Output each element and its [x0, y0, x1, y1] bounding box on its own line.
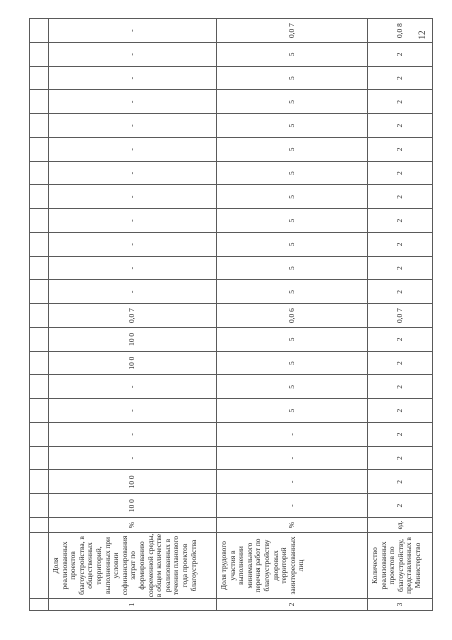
value-cell — [30, 375, 49, 399]
value-cell: - — [49, 161, 217, 185]
value-cell: 2 — [368, 66, 433, 90]
value-cell: 2 — [368, 90, 433, 114]
value-cell: 5 — [217, 185, 368, 209]
value-cell: - — [49, 19, 217, 43]
indicator-name-cell — [30, 533, 49, 599]
value-cell: - — [49, 399, 217, 423]
value-cell: 5 — [217, 328, 368, 352]
value-cell: 2 — [368, 114, 433, 138]
value-cell — [30, 256, 49, 280]
value-cell: - — [49, 209, 217, 233]
value-cell: - — [49, 375, 217, 399]
value-cell: - — [217, 423, 368, 447]
table-row — [217, 19, 368, 611]
value-cell: 2 — [368, 185, 433, 209]
value-cell: 2 — [368, 470, 433, 494]
value-cell: 5 — [217, 114, 368, 138]
indicator-name-cell: Доля трудового участия в выполнении минимального перечня работ по благоустройству дворовых территорий заинтересованных лиц — [217, 533, 368, 599]
value-cell: - — [49, 66, 217, 90]
value-cell: 2 — [368, 351, 433, 375]
value-cell — [30, 423, 49, 447]
value-cell: 5 — [217, 209, 368, 233]
indicator-name-cell: Количество реализованных проектов по благоустройству, представленных в Министерство — [368, 533, 433, 599]
value-cell — [30, 328, 49, 352]
value-cell: - — [217, 494, 368, 518]
value-cell — [30, 470, 49, 494]
table-header-row — [30, 19, 49, 611]
value-cell: - — [49, 114, 217, 138]
indicator-table — [29, 18, 433, 611]
value-cell — [30, 185, 49, 209]
value-cell: 2 — [368, 43, 433, 67]
value-cell: - — [49, 423, 217, 447]
value-cell: 2 — [368, 375, 433, 399]
value-cell: 5 — [217, 280, 368, 304]
table-row — [49, 19, 217, 611]
value-cell: 0,0 7 — [368, 304, 433, 328]
value-cell — [30, 161, 49, 185]
value-cell: 2 — [368, 209, 433, 233]
value-cell — [30, 90, 49, 114]
value-cell: - — [49, 43, 217, 67]
value-cell — [30, 304, 49, 328]
value-cell — [30, 233, 49, 257]
value-cell: 5 — [217, 233, 368, 257]
value-cell: 5 — [217, 161, 368, 185]
value-cell: 5 — [217, 90, 368, 114]
value-cell: 5 — [217, 375, 368, 399]
row-number-cell: 2 — [217, 599, 368, 611]
value-cell — [30, 351, 49, 375]
unit-cell: ед. — [368, 518, 433, 533]
value-cell: 5 — [217, 399, 368, 423]
value-cell: - — [49, 185, 217, 209]
value-cell: - — [49, 90, 217, 114]
row-number-cell: 3 — [368, 599, 433, 611]
value-cell: 2 — [368, 256, 433, 280]
value-cell: 0,0 8 — [368, 19, 433, 43]
value-cell — [30, 66, 49, 90]
value-cell — [30, 43, 49, 67]
indicator-name-cell: Доля реализованных проектов благоустройства, в общественных территорий, выполненных при условии софинансирования затрат по формированию современной среды, в общем количестве реализованных в течении планового года проектов благоустройства — [49, 533, 217, 599]
value-cell: 10 0 — [49, 494, 217, 518]
value-cell — [30, 280, 49, 304]
value-cell: - — [49, 280, 217, 304]
unit-cell — [30, 518, 49, 533]
value-cell: 2 — [368, 161, 433, 185]
unit-cell: % — [217, 518, 368, 533]
value-cell — [30, 114, 49, 138]
value-cell — [30, 399, 49, 423]
value-cell: 2 — [368, 280, 433, 304]
page-number: 12 — [417, 30, 427, 40]
value-cell: - — [217, 470, 368, 494]
value-cell: 0,0 7 — [217, 19, 368, 43]
value-cell — [30, 494, 49, 518]
value-cell: - — [49, 233, 217, 257]
value-cell: 2 — [368, 233, 433, 257]
value-cell: - — [49, 138, 217, 162]
value-cell: 5 — [217, 138, 368, 162]
value-cell: 5 — [217, 351, 368, 375]
value-cell: 2 — [368, 138, 433, 162]
row-number-cell — [30, 599, 49, 611]
value-cell: - — [217, 446, 368, 470]
value-cell: - — [49, 446, 217, 470]
value-cell: 2 — [368, 423, 433, 447]
value-cell — [30, 19, 49, 43]
value-cell: 2 — [368, 494, 433, 518]
value-cell: 10 0 — [49, 351, 217, 375]
value-cell — [30, 138, 49, 162]
value-cell: 5 — [217, 256, 368, 280]
value-cell: 0,0 6 — [217, 304, 368, 328]
value-cell: 2 — [368, 399, 433, 423]
unit-cell: % — [49, 518, 217, 533]
value-cell: 2 — [368, 446, 433, 470]
value-cell — [30, 209, 49, 233]
value-cell — [30, 446, 49, 470]
value-cell: 10 0 — [49, 328, 217, 352]
value-cell: 2 — [368, 328, 433, 352]
row-number-cell: 1 — [49, 599, 217, 611]
value-cell: 5 — [217, 66, 368, 90]
table-row — [368, 19, 433, 611]
value-cell: 0,0 7 — [49, 304, 217, 328]
value-cell: 10 0 — [49, 470, 217, 494]
value-cell: 5 — [217, 43, 368, 67]
value-cell: - — [49, 256, 217, 280]
